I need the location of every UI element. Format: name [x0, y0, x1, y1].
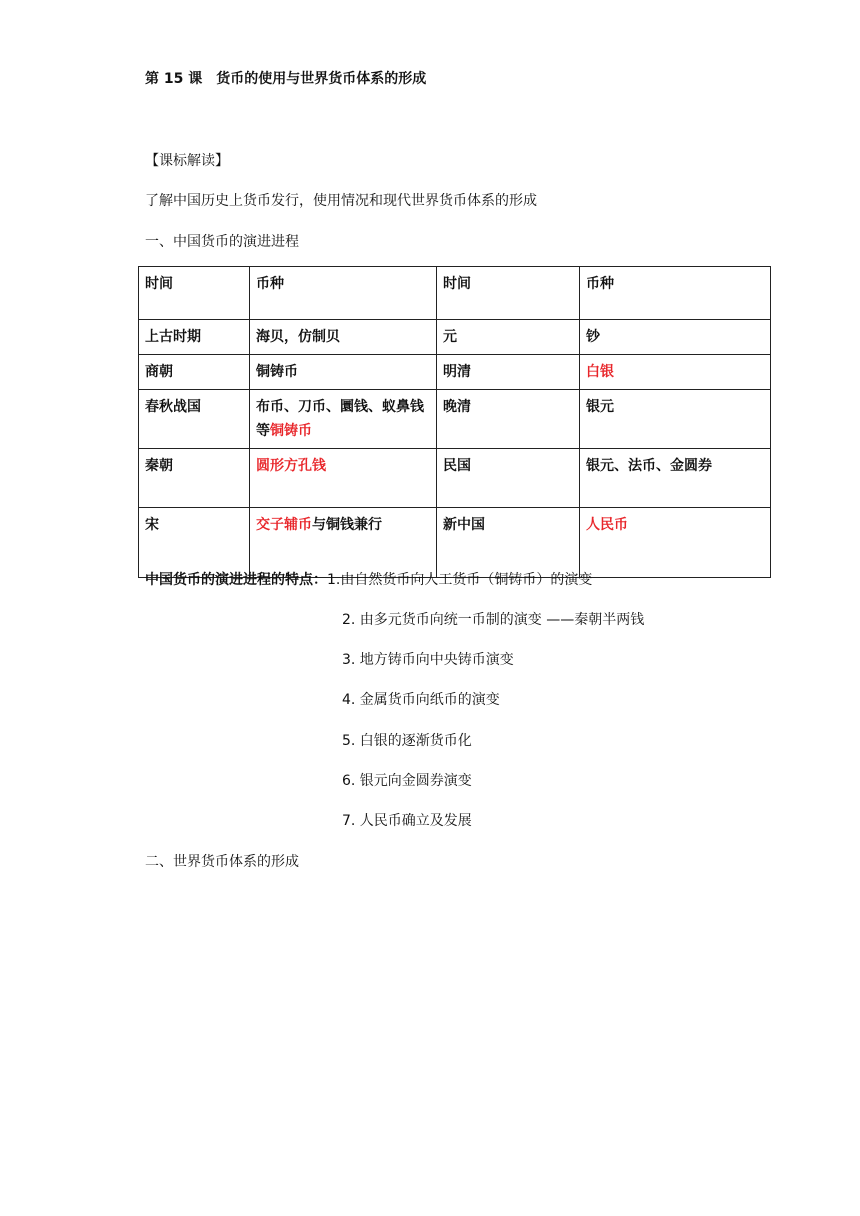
header-cell: 币种 [250, 267, 437, 320]
features-label: 中国货币的演进进程的特点： [145, 572, 327, 588]
period-cell: 新中国 [437, 508, 580, 578]
heading-world-currency: 二、世界货币体系的形成 [145, 854, 299, 870]
currency-cell: 钞 [580, 320, 771, 355]
period-cell: 春秋战国 [139, 390, 250, 449]
period-cell: 上古时期 [139, 320, 250, 355]
period-cell: 晚清 [437, 390, 580, 449]
currency-cell-highlight: 圆形方孔钱 [250, 449, 437, 508]
currency-cell [250, 390, 437, 449]
lesson-title [145, 68, 426, 88]
feature-item: 7. 人民币确立及发展 [342, 813, 472, 829]
currency-cell: 海贝，仿制贝 [250, 320, 437, 355]
currency-text: 布币、刀币、圜钱、蚁鼻钱等 [256, 399, 424, 439]
section-label: 【课标解读】 [145, 153, 229, 169]
table-header-row [139, 267, 771, 320]
feature-item: 5. 白银的逐渐货币化 [342, 733, 472, 749]
period-cell: 民国 [437, 449, 580, 508]
feature-item: 6. 银元向金圆券演变 [342, 773, 472, 789]
currency-cell: 银元 [580, 390, 771, 449]
period-cell: 明清 [437, 355, 580, 390]
heading-chinese-currency: 一、中国货币的演进进程 [145, 234, 299, 250]
table-row [139, 390, 771, 449]
currency-table [138, 266, 771, 578]
table-row [139, 320, 771, 355]
table-row [139, 508, 771, 578]
period-cell: 宋 [139, 508, 250, 578]
header-cell: 时间 [139, 267, 250, 320]
currency-highlight: 铜铸币 [270, 423, 312, 439]
currency-cell: 铜铸币 [250, 355, 437, 390]
period-cell: 元 [437, 320, 580, 355]
feature-item: 4. 金属货币向纸币的演变 [342, 692, 500, 708]
currency-cell-highlight: 白银 [580, 355, 771, 390]
currency-cell-highlight: 人民币 [580, 508, 771, 578]
currency-cell: 银元、法币、金圆券 [580, 449, 771, 508]
feature-item: 1.由自然货币向人工货币（铜铸币）的演变 [327, 572, 593, 588]
feature-item: 3. 地方铸币向中央铸币演变 [342, 652, 514, 668]
currency-highlight: 交子辅币 [256, 517, 312, 533]
currency-cell [250, 508, 437, 578]
features-line [145, 569, 592, 589]
feature-item: 2. 由多元货币向统一币制的演变 ——秦朝半两钱 [342, 612, 645, 628]
intro-text: 了解中国历史上货币发行，使用情况和现代世界货币体系的形成 [145, 193, 537, 209]
period-cell: 商朝 [139, 355, 250, 390]
period-cell: 秦朝 [139, 449, 250, 508]
header-cell: 时间 [437, 267, 580, 320]
currency-text: 与铜钱兼行 [312, 517, 382, 533]
lesson-name: 货币的使用与世界货币体系的形成 [216, 71, 427, 87]
lesson-number: 第 15 课 [145, 71, 203, 87]
table-row [139, 449, 771, 508]
table-row [139, 355, 771, 390]
header-cell: 币种 [580, 267, 771, 320]
